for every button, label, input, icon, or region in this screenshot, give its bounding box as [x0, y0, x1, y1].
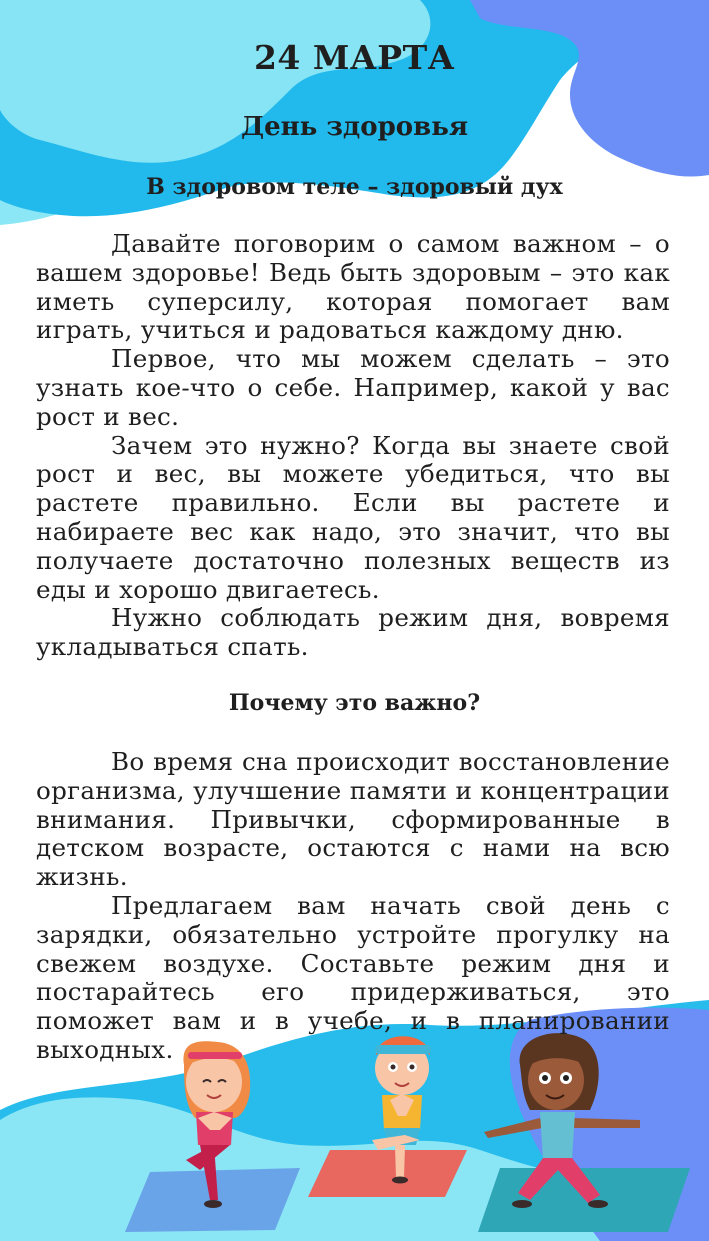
intro-paragraph: Нужно соблюдать режим дня, вовремя укладываться спать. [36, 603, 670, 662]
motto-heading: В здоровом теле – здоровый дух [146, 174, 563, 200]
intro-paragraph: Давайте поговорим о самом важном – о вашем здоровье! Ведь быть здоровым – это как иметь суперсилу, которая помогает вам играть, учиться и радоваться каждому дню. [36, 229, 670, 345]
section-heading: Почему это важно? [228, 690, 481, 716]
intro-paragraph: Первое, что мы можем сделать – это узнать кое-что о себе. Например, какой у вас рост и вес. [36, 344, 670, 431]
section-paragraph: Предлагаем вам начать свой день с зарядки, обязательно устройте прогулку на свежем воздухе. Составьте режим дня и постарайтесь его придерживаться, это поможет вам и в учебе, и в планировании выходных. [36, 890, 670, 1064]
event-title: День здоровья [240, 112, 469, 142]
intro-paragraph: Зачем это нужно? Когда вы знаете свой рост и вес, вы можете убедиться, что вы растете правильно. Если вы растете и набираете вес как надо, это значит, что вы получаете достаточно полезных веществ из еды и хорошо двигаетесь. [36, 430, 670, 604]
date-title: 24 МАРТА [253, 38, 456, 77]
section-paragraph: Во время сна происходит восстановление организма, улучшение памяти и концентрации внимания. Привычки, сформированные в детском возрасте, остаются с нами на всю жизнь. [36, 747, 670, 892]
yoga-mat-red [308, 1150, 467, 1197]
intro-text-block [36, 230, 670, 662]
section-text-block [36, 748, 670, 1065]
